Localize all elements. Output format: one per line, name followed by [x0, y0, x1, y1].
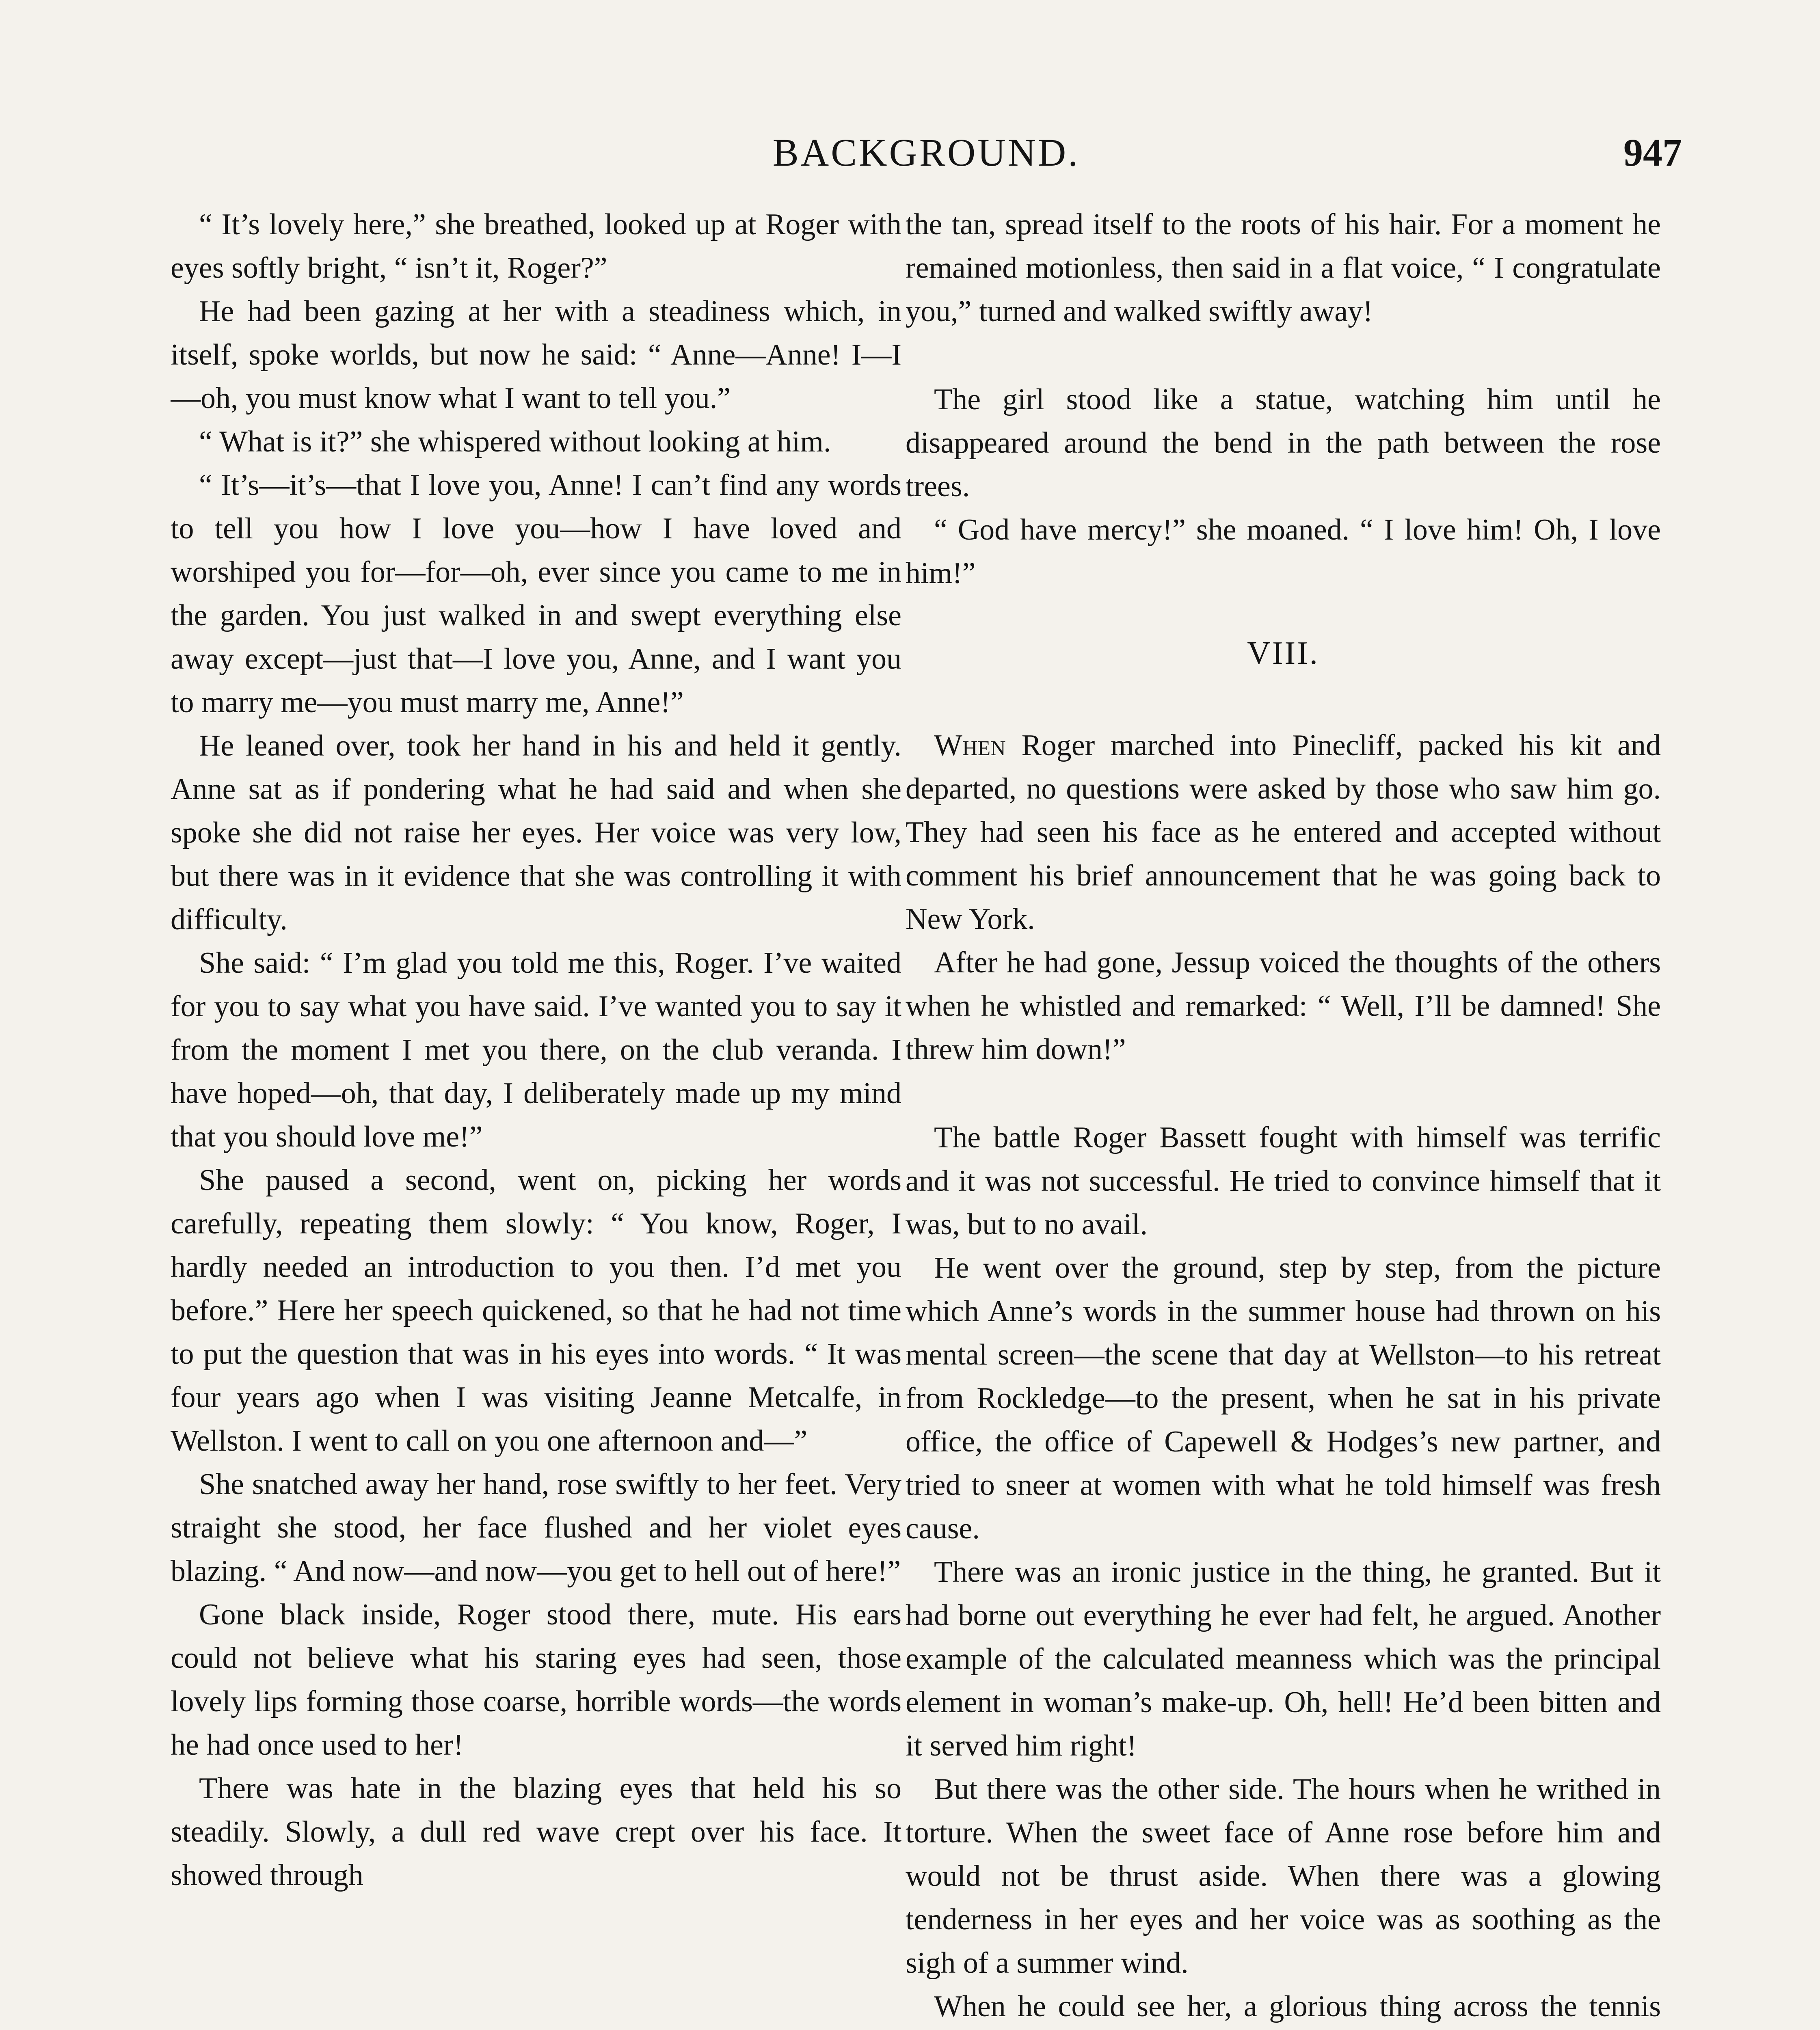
paragraph: She said: “ I’m glad you told me this, Roger. I’ve waited for you to say what you have said. I’ve wanted you to say it from the moment I met you there, on the club veranda. I have hoped—oh, that day, I deliberately made up my mind that you should love me!” [171, 946, 901, 1153]
paragraph: When he could see her, a glorious thing across the tennis [934, 1990, 1661, 2023]
paragraph: The battle Roger Bassett fought with himself was terrific and it was not successful. He tried to convince himself that it was, but to no avail. [906, 1121, 1661, 1241]
right-column [906, 203, 1661, 2030]
paragraph: There was an ironic justice in the thing, he granted. But it had borne out everything he ever had felt, he argued. Another example of the calculated meanness which was the principal element in woman’s make-up. Oh, hell! He’d been bitten and it served him right! [906, 1555, 1661, 1762]
paragraph: She paused a second, went on, picking her words carefully, repeating them slowly: “ You know, Roger, I hardly needed an introduction to you then. I’d met you before.” Here her speech quickened, so that he had not time to put the question that was in his eyes into words. “ It was four years ago when I was visiting Jeanne Metcalfe, in Wellston. I went to call on you one afternoon and—” [171, 1164, 901, 1458]
paragraph: There was hate in the blazing eyes that held his so steadily. Slowly, a dull red wave crept over his face. It showed through [171, 1772, 901, 1892]
paragraph: “ What is it?” she whispered without looking at him. [199, 425, 831, 458]
paragraph: He went over the ground, step by step, from the picture which Anne’s words in the summer house had thrown on his mental screen—the scene that day at Wellston—to his retreat from Rockledge—to the present, when he sat in his private office, the office of Capewell & Hodges’s new partner, and tried to sneer at women with what he told himself was fresh cause. [906, 1251, 1661, 1545]
page-header [171, 130, 1682, 183]
page-number: 947 [1623, 131, 1682, 174]
left-column [171, 203, 901, 2030]
running-head: BACKGROUND. [772, 131, 1080, 174]
opening-word: When [934, 729, 1006, 762]
paragraph: “ God have mercy!” she moaned. “ I love him! Oh, I love him!” [906, 513, 1661, 590]
paragraph: But there was the other side. The hours when he writhed in torture. When the sweet face of Anne rose before him and would not be thrust aside. When there was a glowing tenderness in her eyes and her voice was as soothing as the sigh of a summer wind. [906, 1773, 1661, 1980]
paragraph: She snatched away her hand, rose swiftly to her feet. Very straight she stood, her face flushed and her violet eyes blazing. “ And now—and now—you get to hell out of here!” [171, 1468, 901, 1588]
paragraph: “ It’s lovely here,” she breathed, looked up at Roger with eyes softly bright, “ isn’t it, Roger?” [171, 208, 901, 285]
section-opening-paragraph [906, 724, 1661, 941]
paragraph: After he had gone, Jessup voiced the thoughts of the others when he whistled and remarked: “ Well, I’ll be damned! She threw him down!” [906, 946, 1661, 1066]
paragraph: Gone black inside, Roger stood there, mute. His ears could not believe what his staring eyes had seen, those lovely lips forming those coarse, horrible words—the words he had once used to her! [171, 1598, 901, 1762]
paragraph: He had been gazing at her with a steadiness which, in itself, spoke worlds, but now he said: “ Anne—Anne! I—I—oh, you must know what I want to tell you.” [171, 295, 901, 415]
continued-paragraph: the tan, spread itself to the roots of his hair. For a moment he remained motionless, then said in a flat voice, “ I congratulate you,” turned and walked swiftly away! [906, 208, 1661, 328]
paragraph: He leaned over, took her hand in his and held it gently. Anne sat as if pondering what he had said and when she spoke she did not raise her eyes. Her voice was very low, but there was in it evidence that she was controlling it with difficulty. [171, 729, 901, 936]
paragraph: The girl stood like a statue, watching him until he disappeared around the bend in the path between the rose trees. [906, 383, 1661, 503]
paragraph: “ It’s—it’s—that I love you, Anne! I can’t find any words to tell you how I love you—how I have loved and worshiped you for—for—oh, ever since you came to me in the garden. You just walked in and swept everything else away except—just that—I love you, Anne, and I want you to marry me—you must marry me, Anne!” [171, 469, 901, 719]
section-number: VIII. [1247, 635, 1319, 671]
opening-text: Roger marched into Pinecliff, packed his kit and departed, no questions were asked by those who saw him go. They had seen his face as he entered and accepted without comment his brief announcement that he was going back to New York. [906, 729, 1661, 936]
